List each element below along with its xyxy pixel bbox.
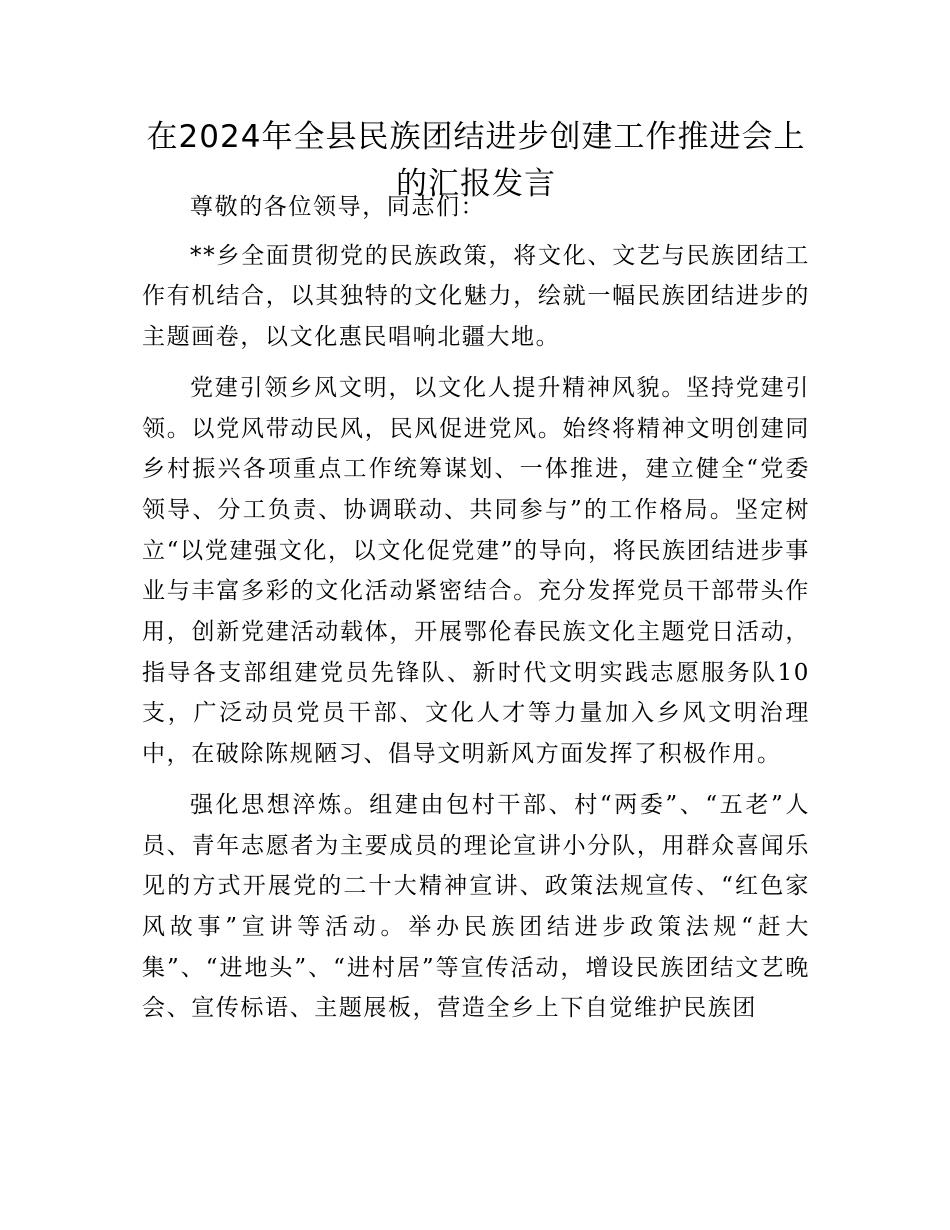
- document-title: 在2024年全县民族团结进步创建工作推进会上的汇报发言: [146, 119, 806, 202]
- salutation: 尊敬的各位领导，同志们：: [190, 194, 486, 220]
- document-body: [142, 187, 810, 1029]
- paragraph-ideological-tempering: 强化思想淬炼。组建由包村干部、村“两委”、“五老”人员、青年志愿者为主要成员的理论宣讲小分队，用群众喜闻乐见的方式开展党的二十大精神宣讲、政策法规宣传、“红色家风故事”宣讲等活动。举办民族团结进步政策法规“赶大集”、“进地头”、“进村居”等宣传活动，增设民族团结文艺晚会、宣传标语、主题展板，营造全乡上下自觉维护民族团: [142, 791, 810, 1022]
- paragraph-party-building: 党建引领乡风文明，以文化人提升精神风貌。坚持党建引领。以党风带动民风，民风促进党风。始终将精神文明创建同乡村振兴各项重点工作统筹谋划、一体推进，建立健全“党委领导、分工负责、协调联动、共同参与”的工作格局。坚定树立“以党建强文化，以文化促党建”的导向，将民族团结进步事业与丰富多彩的文化活动紧密结合。充分发挥党员干部带头作用，创新党建活动载体，开展鄂伦春民族文化主题党日活动，指导各支部组建党员先锋队、新时代文明实践志愿服务队10支，广泛动员党员干部、文化人才等力量加入乡风文明治理中，在破除陈规陋习、倡导文明新风方面发挥了积极作用。: [142, 374, 810, 768]
- paragraph-intro: **乡全面贯彻党的民族政策，将文化、文艺与民族团结工作有机结合，以其独特的文化魅力，绘就一幅民族团结进步的主题画卷，以文化惠民唱响北疆大地。: [142, 242, 810, 351]
